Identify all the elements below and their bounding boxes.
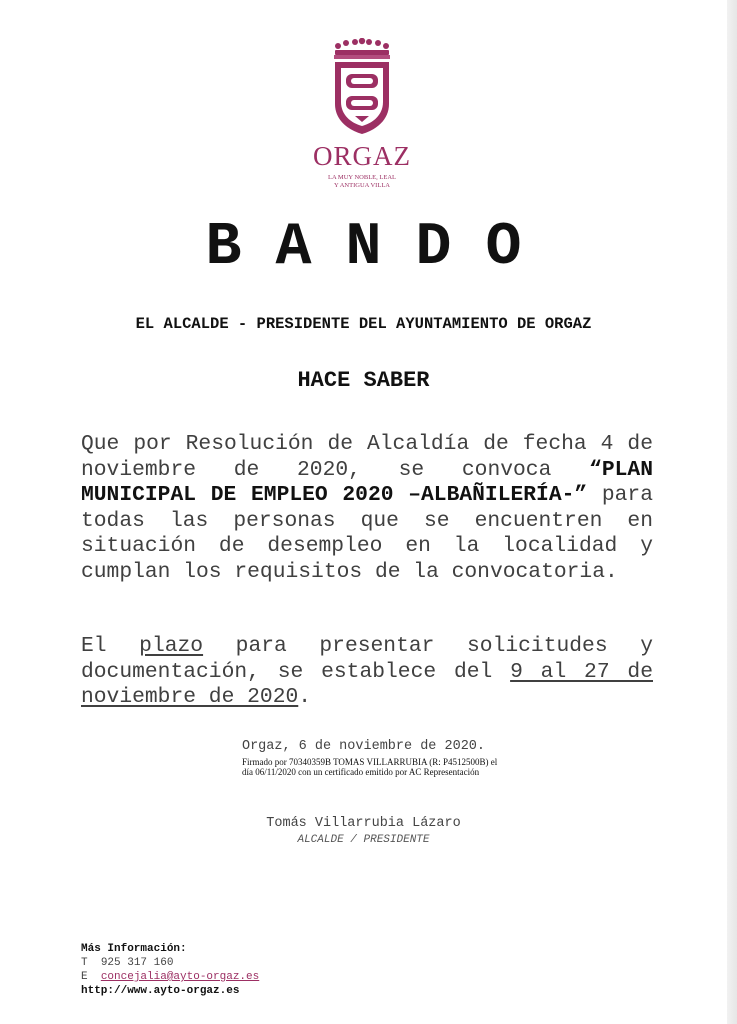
plazo-dates: 9 al 27 de noviembre de 2020	[81, 659, 653, 710]
paragraph2-text-3: .	[298, 685, 312, 710]
plan-name: “PLAN MUNICIPAL DE EMPLEO 2020 –ALBAÑILERÍA-”	[81, 457, 653, 508]
phone-prefix: T	[81, 957, 88, 969]
signature-line-2: día 06/11/2020 con un certificado emitido por AC Representación	[242, 767, 480, 777]
signer-role: ALCALDE / PRESIDENTE	[297, 834, 430, 846]
email-prefix: E	[81, 971, 88, 983]
digital-signature	[242, 757, 542, 777]
paragraph1-text-start: Que por Resolución de Alcaldía de fecha 4 de noviembre de 2020, se convoca	[81, 432, 653, 482]
coat-of-arms-icon	[331, 38, 393, 138]
signer-name: Tomás Villarrubia Lázaro	[266, 816, 461, 831]
website-link[interactable]: http://www.ayto-orgaz.es	[81, 985, 240, 997]
announcement-heading: HACE SABER	[297, 368, 430, 393]
document-title: BANDO	[205, 214, 556, 282]
phone-number: 925 317 160	[100, 957, 174, 969]
plazo-word: plazo	[139, 634, 204, 658]
org-name: ORGAZ	[313, 141, 411, 171]
place-date: Orgaz, 6 de noviembre de 2020.	[241, 739, 486, 754]
paragraph1-text-end: para todas las personas que se encuentren en situación de desempleo en la localidad y cumplan los requisitos de la convocatoria.	[81, 483, 653, 584]
org-motto	[300, 174, 424, 190]
paragraph-plazo	[81, 634, 653, 711]
contact-label: Más Información:	[81, 943, 187, 955]
motto-line-1: LA MUY NOBLE, LEAL	[327, 174, 396, 181]
email-link[interactable]: concejalia@ayto-orgaz.es	[100, 971, 260, 983]
contact-block	[81, 942, 381, 998]
issuer-subtitle: EL ALCALDE - PRESIDENTE DEL AYUNTAMIENTO DE ORGAZ	[135, 315, 592, 333]
page-edge	[727, 0, 737, 1024]
paragraph-convocatoria	[81, 432, 653, 586]
signature-line-1: Firmado por 70340359B TOMAS VILLARRUBIA (R: P4512500B) el	[242, 757, 498, 767]
contact-email	[81, 970, 381, 984]
paragraph2-text-1: El	[81, 634, 140, 658]
contact-phone	[81, 956, 381, 970]
paragraph2-text-2: para presentar solicitudes y documentación, se establece del	[81, 634, 653, 684]
motto-line-2: Y ANTIGUA VILLA	[334, 182, 390, 189]
